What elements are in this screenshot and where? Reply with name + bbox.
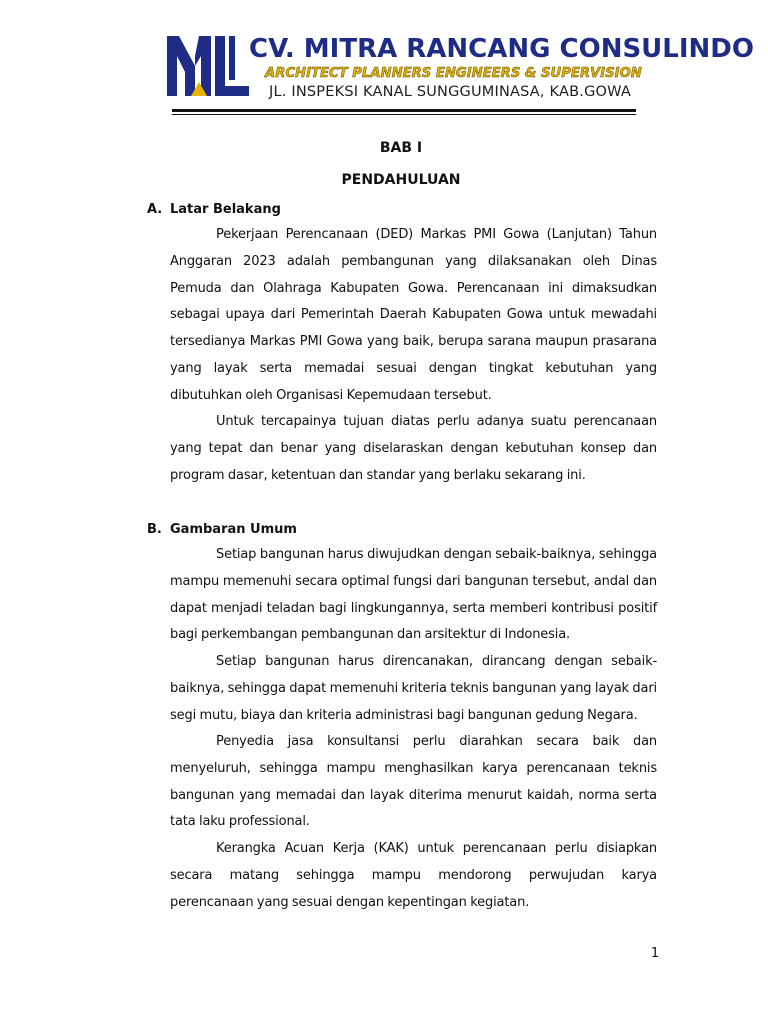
paragraph: Setiap bangunan harus diwujudkan dengan sebaik-baiknya, sehingga mampu memenuhi secara optimal fungsi dari bangunan tersebut, andal dan dapat menjadi teladan bagi lingkungannya, serta memberi kontribusi positif bagi perkembangan pembangunan dan arsitektur di Indonesia.: [170, 547, 657, 643]
paragraph: Penyedia jasa konsultansi perlu diarahkan secara baik dan menyeluruh, sehingga mampu menghasilkan karya perencanaan teknis bangunan yang memadai dan layak diterima menurut kaidah, norma serta tata laku professional.: [170, 734, 657, 830]
chapter-number: BAB I: [379, 140, 423, 156]
paragraph: Kerangka Acuan Kerja (KAK) untuk perencanaan perlu disiapkan secara matang sehingga mampu mendorong perwujudan karya perencanaan yang sesuai dengan kepentingan kegiatan.: [170, 841, 657, 910]
chapter-title: PENDAHULUAN: [341, 172, 461, 188]
company-address: JL. INSPEKSI KANAL SUNGGUMINASA, KAB.GOWA: [269, 84, 631, 100]
paragraph: Setiap bangunan harus direncanakan, dirancang dengan sebaik-baiknya, sehingga dapat memenuhi kriteria teknis bangunan yang layak dari segi mutu, biaya dan kriteria administrasi bagi bangunan gedung Negara.: [170, 654, 657, 723]
letterhead-divider-thin: [172, 114, 636, 115]
company-tagline: ARCHITECT PLANNERS ENGINEERS & SUPERVISION: [265, 66, 642, 81]
company-name: CV. MITRA RANCANG CONSULINDO: [249, 34, 754, 64]
section-letter: A.: [147, 202, 163, 217]
page-number: 1: [650, 946, 660, 961]
section-letter: B.: [147, 522, 162, 537]
letterhead: [165, 28, 754, 106]
section-title: Gambaran Umum: [170, 522, 297, 537]
letterhead-divider-thick: [172, 109, 636, 112]
section-heading-b: [147, 522, 297, 537]
ml-monogram-logo: [165, 32, 251, 100]
section-title: Latar Belakang: [170, 202, 281, 217]
paragraph: Pekerjaan Perencanaan (DED) Markas PMI Gowa (Lanjutan) Tahun Anggaran 2023 adalah pembangunan yang dilaksanakan oleh Dinas Pemuda dan Olahraga Kabupaten Gowa. Perencanaan ini dimaksudkan sebagai upaya dari Pemerintah Daerah Kabupaten Gowa untuk mewadahi tersedianya Markas PMI Gowa yang baik, berupa sarana maupun prasarana yang layak serta memadai sesuai dengan tingkat kebutuhan yang dibutuhkan oleh Organisasi Kepemudaan tersebut.: [170, 227, 657, 403]
paragraph: Untuk tercapainya tujuan diatas perlu adanya suatu perencanaan yang tepat dan benar yang diselaraskan dengan kebutuhan konsep dan program dasar, ketentuan dan standar yang berlaku sekarang ini.: [170, 414, 657, 483]
section-heading-a: [147, 202, 281, 217]
